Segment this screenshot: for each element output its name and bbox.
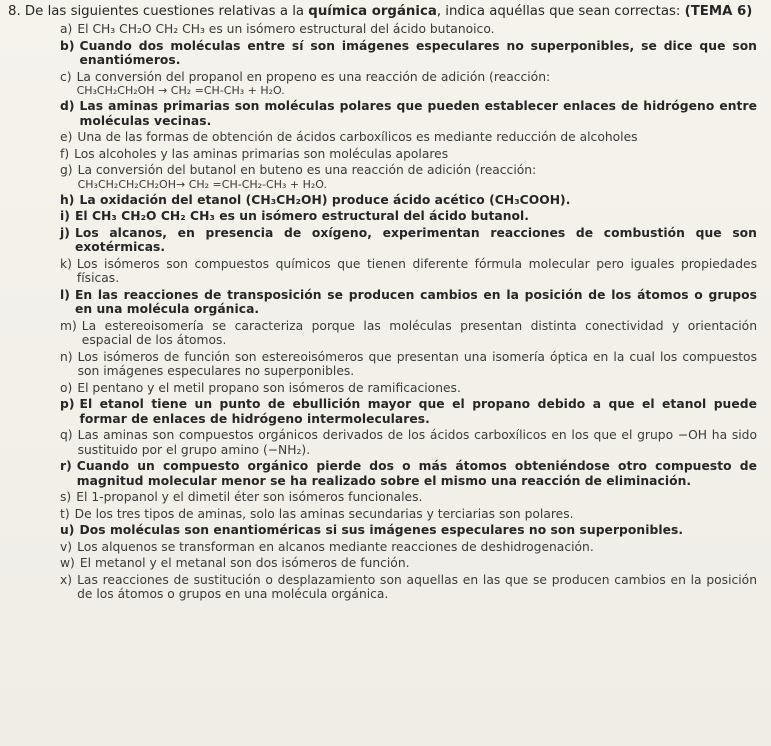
statement-text: La conversión del butanol en buteno es una reacción de adición (reacción: [77, 163, 537, 177]
statement-letter: k) [60, 256, 72, 271]
statement-letter: p) [60, 397, 75, 411]
reaction-formula: CH₃CH₂CH₂OH → CH₂ =CH-CH₃ + H₂O. [76, 84, 285, 97]
statement-text: Cuando dos moléculas entre sí son imágenes especulares no superponibles, se dice que son enantiómeros. [79, 38, 757, 67]
question-text-2: , indica aquéllas que sean correctas: [436, 4, 681, 19]
statement-letter: a) [60, 22, 73, 36]
question-text: De las siguientes cuestiones relativas a la [24, 4, 305, 19]
statement-letter: x) [60, 572, 73, 587]
statement-text-block [74, 147, 757, 162]
statement-text-block [80, 397, 757, 426]
statement-letter: v) [60, 539, 73, 554]
statement-letter: b) [60, 38, 75, 53]
statement-text: En las reacciones de transposición se producen cambios en la posición de los átomos o grupos en una molécula orgánica. [74, 287, 757, 316]
statement-text: El metanol y el metanal son dos isómeros de función. [79, 556, 410, 570]
statement-letter: l) [60, 287, 70, 302]
statement-text-block [77, 22, 757, 37]
statement-text: Cuando un compuesto orgánico pierde dos o más átomos obteniéndose otro compuesto de magnitud molecular menor se ha realizado sobre el mismo una reacción de eliminación. [76, 459, 757, 488]
question-tema: (TEMA 6) [684, 4, 753, 19]
statement-item [8, 209, 757, 224]
statement-item [8, 22, 757, 37]
statement-text-block [75, 209, 757, 224]
statement-text-block [82, 319, 757, 348]
statement-text: La estereoisomería se caracteriza porque las moléculas presentan distinta conectividad y orientación espacial de los átomos. [81, 318, 757, 347]
question-header [8, 4, 757, 20]
statement-text-block [77, 459, 757, 488]
statement-letter: e) [60, 130, 73, 144]
statement-text-block [80, 99, 757, 128]
statement-letter: w) [60, 556, 75, 570]
statement-text-block [79, 193, 757, 208]
statement-item [8, 163, 757, 191]
statement-text-block [76, 490, 757, 505]
statement-item [8, 226, 757, 255]
statement-text-block [77, 130, 757, 145]
statement-text: Los alquenos se transforman en alcanos mediante reacciones de deshidrogenación. [77, 539, 594, 554]
statement-text: Una de las formas de obtención de ácidos carboxílicos es mediante reducción de alcoholes [77, 130, 638, 144]
statement-item [8, 319, 757, 348]
statement-letter: t) [60, 506, 70, 521]
statement-text-block [78, 163, 757, 191]
statement-text-block [79, 523, 757, 538]
statement-item [8, 39, 757, 68]
statement-text: El 1-propanol y el dimetil éter son isómeros funcionales. [76, 490, 423, 504]
statement-letter: i) [60, 209, 70, 223]
statement-text-block [80, 556, 757, 571]
statement-item [8, 523, 757, 538]
statement-item [8, 381, 757, 396]
question-number: 8. [8, 4, 21, 19]
statement-item [8, 573, 757, 602]
reaction-formula: CH₃CH₂CH₂CH₂OH→ CH₂ =CH-CH₂-CH₃ + H₂O. [77, 177, 327, 191]
statement-list [8, 22, 757, 602]
statement-item [8, 70, 757, 98]
statement-item [8, 130, 757, 145]
statement-letter: q) [60, 428, 73, 442]
statement-text: Los isómeros de función son estereoisómeros que presentan una isomería óptica en la cual los compuestos son imágenes especulares no superponibles. [77, 349, 757, 378]
statement-text: La conversión del propanol en propeno es una reacción de adición (reacción: [76, 69, 551, 84]
statement-item [8, 397, 757, 426]
statement-text-block [78, 350, 757, 379]
statement-text-block [77, 540, 757, 555]
statement-text-block [80, 39, 757, 68]
statement-letter: s) [60, 490, 72, 504]
statement-item [8, 99, 757, 128]
statement-item [8, 350, 757, 379]
statement-text-block [77, 573, 757, 602]
statement-text-block [77, 381, 757, 396]
statement-letter: r) [60, 459, 72, 473]
statement-text: Los isómeros son compuestos químicos que tienen diferente fórmula molecular pero iguales propiedades físicas. [76, 256, 757, 285]
statement-text-block [75, 507, 757, 522]
statement-item [8, 428, 757, 457]
statement-text-block [75, 226, 757, 255]
statement-text: Las reacciones de sustitución o desplazamiento son aquellas en las que se producen cambios en la posición de los átomos o grupos en una molécula orgánica. [77, 572, 757, 601]
statement-text: Dos moléculas son enantioméricas si sus imágenes especulares no son superponibles. [79, 523, 684, 537]
statement-letter: m) [60, 318, 77, 333]
statement-letter: n) [60, 349, 73, 364]
statement-text: El CH₃ CH₂O CH₂ CH₃ es un isómero estructural del ácido butanoico. [77, 22, 495, 36]
statement-text-block [75, 288, 757, 317]
statement-item [8, 540, 757, 555]
statement-letter: h) [60, 192, 75, 207]
statement-text: Las aminas son compuestos orgánicos derivados de los ácidos carboxílicos en los que el grupo −OH ha sido sustituido por el grupo amino (−NH₂). [77, 428, 757, 457]
statement-item [8, 193, 757, 208]
statement-text: La oxidación del etanol (CH₃CH₂OH) produce ácido acético (CH₃COOH). [79, 192, 571, 207]
statement-text-block [77, 70, 757, 98]
statement-item [8, 257, 757, 286]
statement-text-block [77, 257, 757, 286]
statement-item [8, 288, 757, 317]
statement-text: El etanol tiene un punto de ebullición mayor que el propano debido a que el etanol puede formar de enlaces de hidrógeno intermoleculares. [79, 397, 757, 426]
statement-text: El CH₃ CH₂O CH₂ CH₃ es un isómero estructural del ácido butanol. [74, 209, 530, 223]
statement-item [8, 459, 757, 488]
statement-text: Las aminas primarias son moléculas polares que pueden establecer enlaces de hidrógeno entre moléculas vecinas. [79, 99, 757, 128]
statement-text: De los tres tipos de aminas, solo las aminas secundarias y terciarias son polares. [74, 506, 574, 521]
statement-letter: o) [60, 380, 73, 395]
statement-letter: j) [60, 225, 70, 240]
statement-text: El pentano y el metil propano son isómeros de ramificaciones. [77, 380, 461, 395]
statement-letter: f) [60, 146, 70, 161]
statement-item [8, 507, 757, 522]
statement-letter: d) [60, 99, 75, 113]
statement-text: Los alcanos, en presencia de oxígeno, experimentan reacciones de combustión que son exotérmicas. [74, 225, 757, 254]
statement-letter: c) [60, 69, 72, 84]
statement-letter: g) [60, 163, 73, 177]
statement-item [8, 490, 757, 505]
statement-letter: u) [60, 523, 75, 537]
question-highlight: química orgánica [308, 4, 437, 19]
statement-text: Los alcoholes y las aminas primarias son moléculas apolares [74, 146, 449, 161]
statement-item [8, 556, 757, 571]
statement-item [8, 147, 757, 162]
statement-text-block [78, 428, 757, 457]
